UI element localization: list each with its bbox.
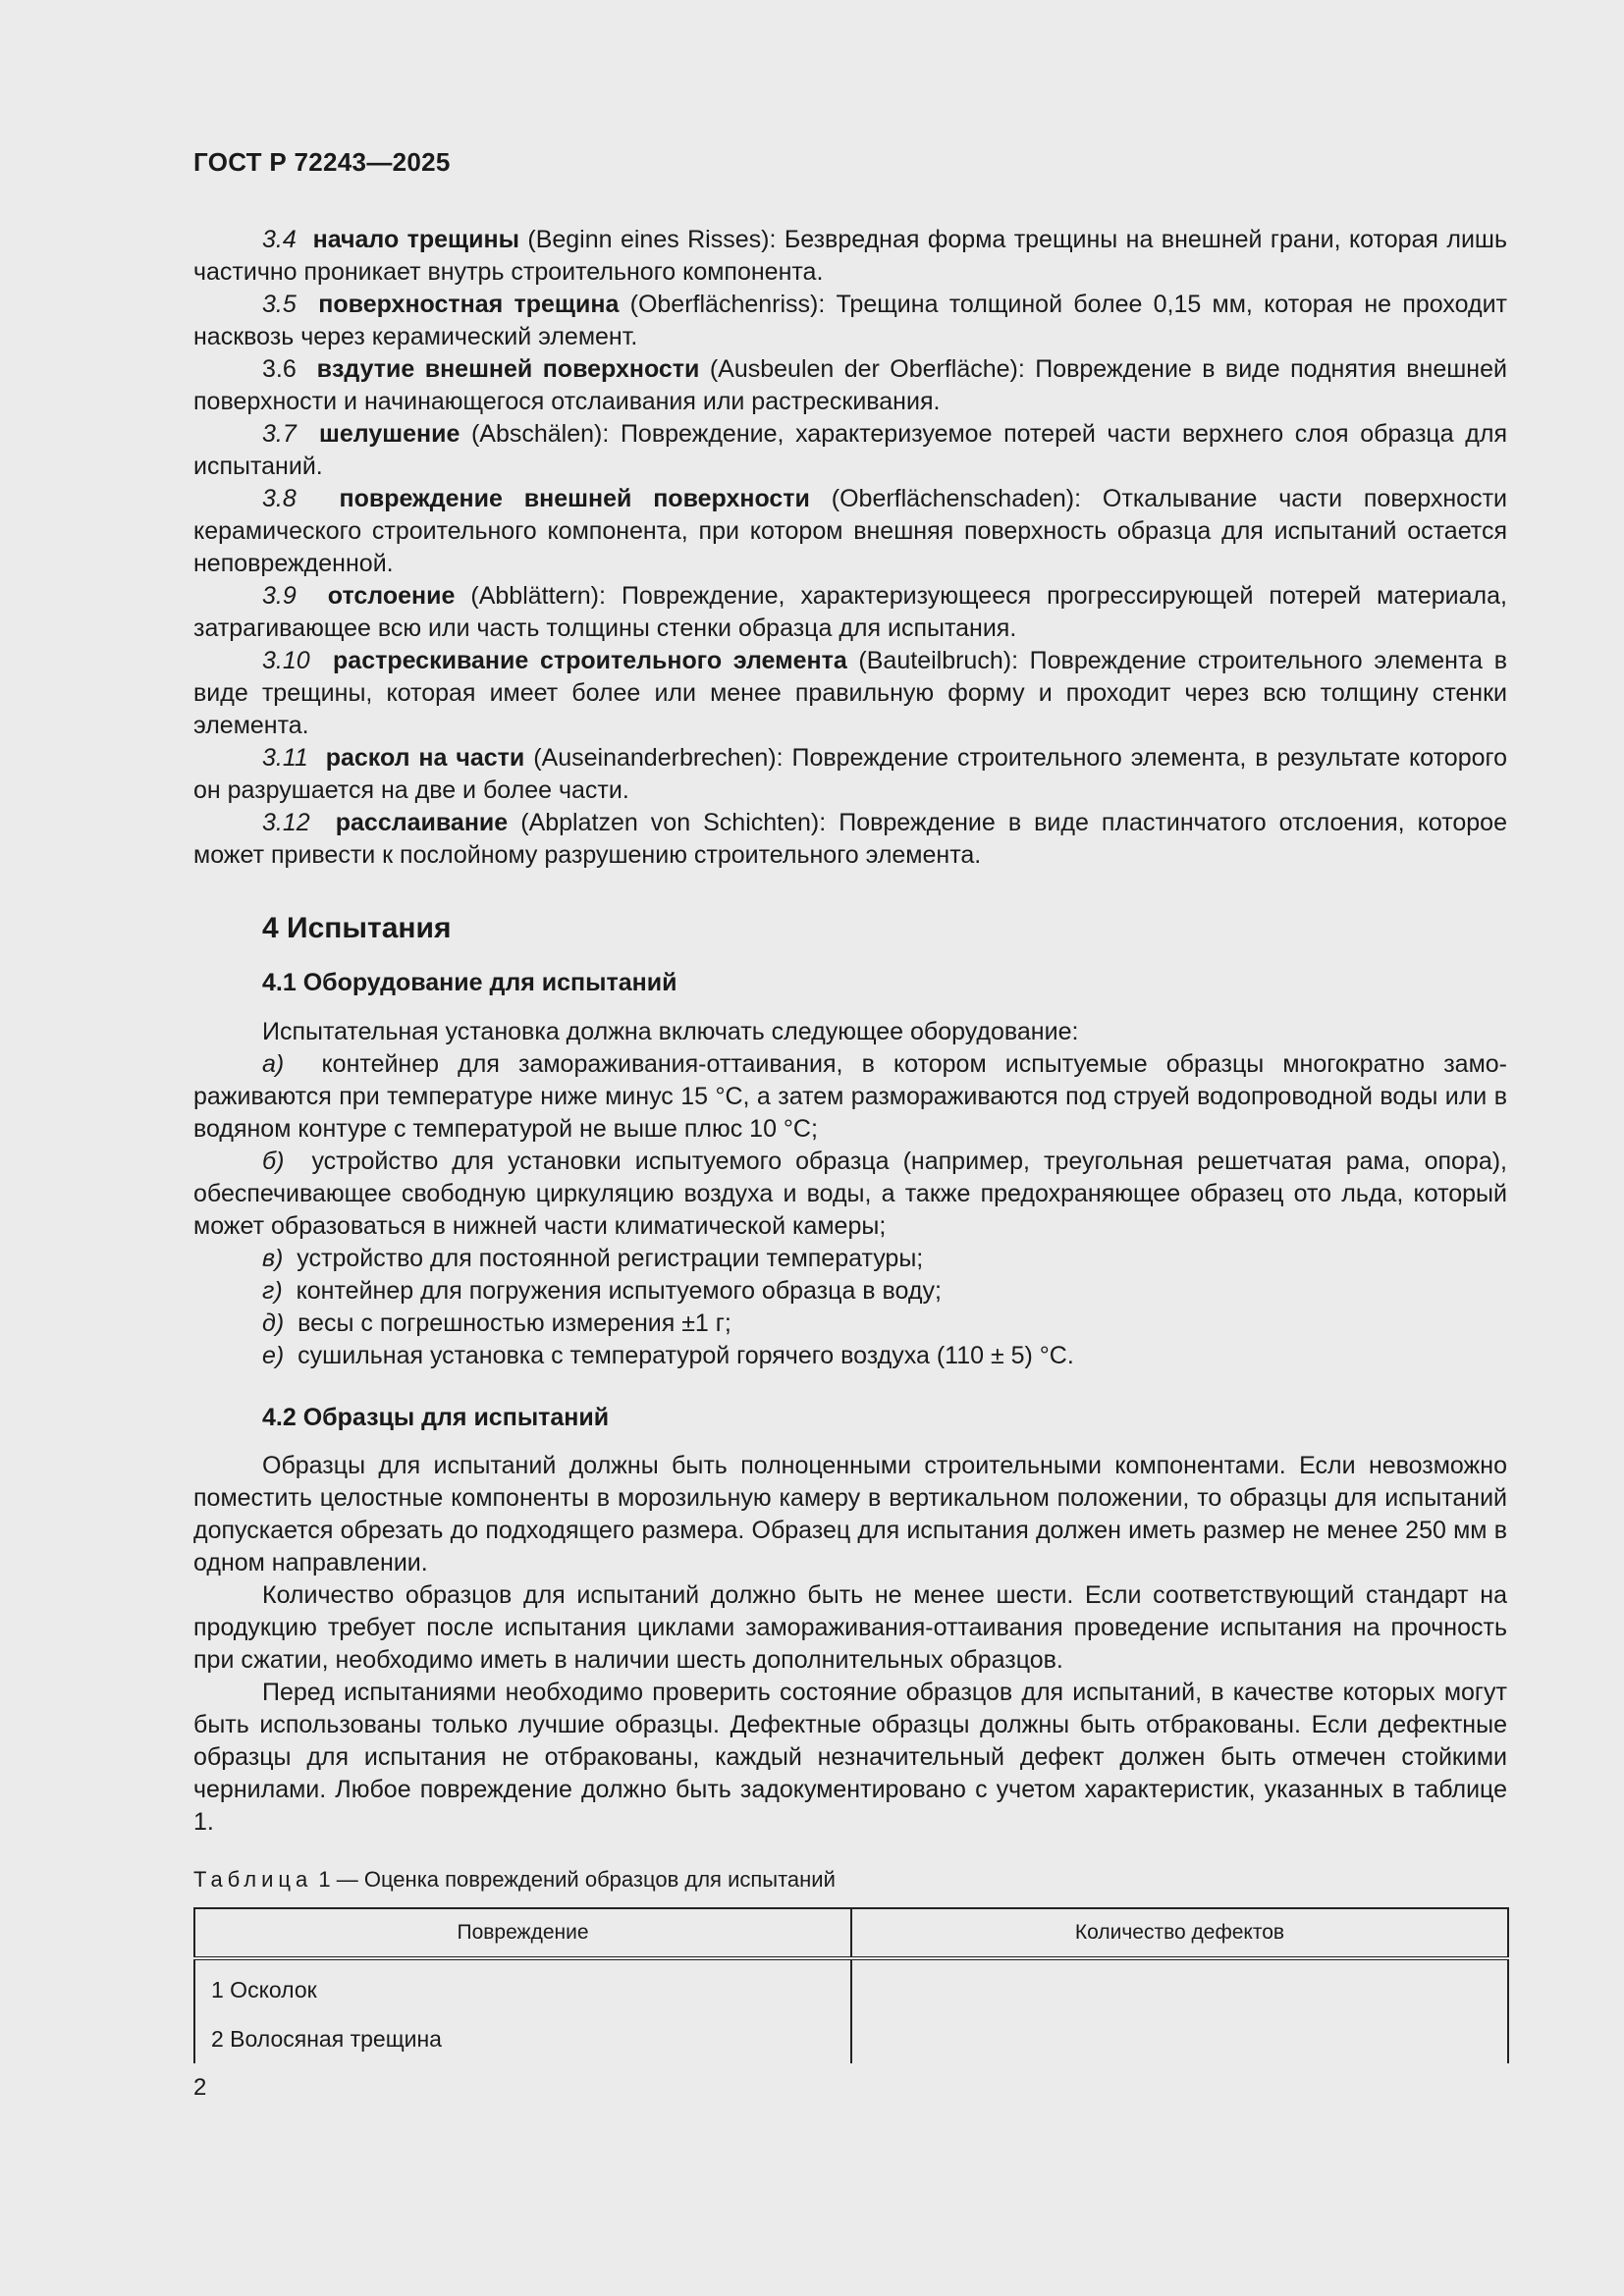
- definition-text: (Ausbeulen der Oberfläche): Повреждение в виде поднятия внешней поверхности и начинающегося отслаивания или растрескивания.: [193, 355, 1507, 415]
- definition-text: (Auseinanderbrechen): Повреждение строительного элемента, в результате которого он разрушается на две и более части.: [193, 744, 1507, 804]
- equipment-list: [193, 1048, 1507, 1372]
- definition-term: раскол на части: [325, 744, 525, 772]
- equipment-item-marker: б): [262, 1148, 285, 1175]
- equipment-item-text: сушильная установка с температурой горячего воздуха (110 ± 5) °С.: [298, 1342, 1074, 1369]
- table-header-damage: Повреждение: [194, 1908, 851, 1958]
- definition-number: 3.10: [262, 647, 310, 674]
- definition-item: [193, 289, 1507, 353]
- samples-paragraph: Количество образцов для испытаний должно быть не менее шести. Если соответствующий стандарт на продукцию требует после испытания циклами замораживания-оттаивания проведение испытания на прочность при сжатии, необходимо иметь в наличии шесть дополнительных образцов.: [193, 1581, 1507, 1674]
- definition-text: (Oberflächenriss): Трещина толщиной более 0,15 мм, которая не проходит насквозь через керамический элемент.: [193, 291, 1507, 350]
- definition-text: (Oberflächenschaden): Откалывание части поверхности керамического строительного компонента, при котором внешняя поверхность образца для испытаний остается неповрежденной.: [193, 485, 1507, 577]
- equipment-item-text: устройство для постоянной регистрации температуры;: [297, 1245, 924, 1272]
- equipment-item-marker: в): [262, 1245, 284, 1272]
- equipment-intro: Испытательная установка должна включать следующее оборудование:: [262, 1018, 1079, 1045]
- definition-number: 3.9: [262, 582, 297, 610]
- definition-item: [193, 418, 1507, 483]
- definition-number: 3.8: [262, 485, 297, 512]
- table-row: [194, 2014, 1508, 2063]
- definition-item: [193, 353, 1507, 418]
- equipment-item-marker: д): [262, 1309, 285, 1337]
- table-caption-word: Таблица: [193, 1867, 313, 1892]
- definition-item: [193, 807, 1507, 872]
- definition-term: начало трещины: [312, 226, 519, 253]
- definition-item: [193, 483, 1507, 580]
- samples-paragraph: Перед испытаниями необходимо проверить состояние образцов для испытаний, в качестве которых могут быть использованы только лучшие образцы. Дефектные образцы должны быть отбракованы. Если дефектные образцы для испытания не отбракованы, каждый незначительный дефект должен быть отмечен стойкими чернилами. Любое повреждение должно быть задокументировано с учетом характеристик, указанных в таблице 1.: [193, 1679, 1507, 1836]
- definition-item: [193, 742, 1507, 807]
- definition-number: 3.12: [262, 809, 310, 836]
- equipment-item: [193, 1243, 1507, 1275]
- definition-text: (Abblättern): Повреждение, характеризующееся прогрессирующей потерей материала, затрагивающее всю или часть толщины стенки образца для испытания.: [193, 582, 1507, 642]
- definition-item: [193, 224, 1507, 289]
- equipment-item-marker: е): [262, 1342, 285, 1369]
- table-cell-damage: 2 Волосяная трещина: [194, 2014, 851, 2063]
- definition-text: (Bauteilbruch): Повреждение строительного элемента в виде трещины, которая имеет более или менее правильную форму и проходит через всю толщину стенки элемента.: [193, 647, 1507, 739]
- definition-text: (Abschälen): Повреждение, характеризуемое потерей части верхнего слоя образца для испытаний.: [193, 420, 1507, 480]
- table-cell-damage: 1 Осколок: [194, 1958, 851, 2014]
- table-row: [194, 1958, 1508, 2014]
- page-number: 2: [193, 2074, 207, 2101]
- equipment-item: [193, 1308, 1507, 1340]
- equipment-item-text: контейнер для погружения испытуемого образца в воду;: [296, 1277, 942, 1305]
- definition-text: (Abplatzen von Schichten): Повреждение в виде пластинчатого отслоения, которое может привести к послойному разрушению строительного элемента.: [193, 809, 1507, 869]
- definition-number: 3.5: [262, 291, 297, 318]
- table-cell-count: [851, 2014, 1508, 2063]
- definition-term: шелушение: [319, 420, 460, 448]
- equipment-item-marker: а): [262, 1050, 285, 1078]
- equipment-item-text: устройство для установки испытуемого образца (например, треугольная решетчатая рама, опора), обеспечивающее свободную циркуляцию воздуха и воды, а также предохраняющее образец ото льда, который может образоваться в нижней части климатической камеры;: [193, 1148, 1507, 1240]
- definition-item: [193, 580, 1507, 645]
- equipment-item-marker: г): [262, 1277, 283, 1305]
- definition-term: расслаивание: [335, 809, 509, 836]
- equipment-block: [193, 1016, 1507, 1372]
- equipment-item: [193, 1340, 1507, 1372]
- equipment-item: [193, 1146, 1507, 1243]
- definition-term: вздутие внешней поверхности: [316, 355, 700, 383]
- equipment-item: [193, 1275, 1507, 1308]
- definition-number: 3.6: [262, 355, 297, 383]
- definition-text: (Beginn eines Risses): Безвредная форма трещины на внешней грани, которая лишь частично проникает внутрь строительного компонента.: [193, 226, 1507, 286]
- section-4-2-heading: 4.2 Образцы для испытаний: [262, 1404, 610, 1431]
- table-cell-count: [851, 1958, 1508, 2014]
- samples-block: [193, 1450, 1507, 1839]
- damage-table: [193, 1907, 1509, 2063]
- definition-term: растрескивание строительного элемента: [333, 647, 847, 674]
- samples-paragraph: Образцы для испытаний должны быть полноценными строительными компонентами. Если невозможно поместить целостные компоненты в морозильную камеру в вертикальном положении, то образцы для испытаний допускается обрезать до подходящего размера. Образец для испытания должен иметь размер не менее 250 мм в одном направлении.: [193, 1452, 1507, 1576]
- definitions-list: [193, 224, 1507, 872]
- table-caption-title: 1 — Оценка повреждений образцов для испытаний: [312, 1867, 836, 1892]
- definition-term: поверхностная трещина: [318, 291, 620, 318]
- table-header-row: [194, 1908, 1508, 1958]
- definition-number: 3.7: [262, 420, 297, 448]
- definition-item: [193, 645, 1507, 742]
- document-code: ГОСТ Р 72243—2025: [193, 147, 451, 177]
- table-header-defect-count: Количество дефектов: [851, 1908, 1508, 1958]
- equipment-item-text: весы с погрешностью измерения ±1 г;: [298, 1309, 731, 1337]
- equipment-item: [193, 1048, 1507, 1146]
- definition-term: отслоение: [327, 582, 456, 610]
- equipment-item-text: контейнер для замораживания-оттаивания, в котором испытуемые образцы многократно замораживаются при температуре ниже минус 15 °С, а затем размораживаются под струей водопроводной воды или в водяном контуре с температурой не выше плюс 10 °С;: [193, 1050, 1507, 1143]
- definition-number: 3.11: [262, 744, 308, 772]
- definition-number: 3.4: [262, 226, 297, 253]
- section-4-heading: 4 Испытания: [262, 912, 452, 944]
- definition-term: повреждение внешней поверхности: [339, 485, 810, 512]
- section-4-1-heading: 4.1 Оборудование для испытаний: [262, 969, 677, 996]
- table-caption: [193, 1867, 836, 1893]
